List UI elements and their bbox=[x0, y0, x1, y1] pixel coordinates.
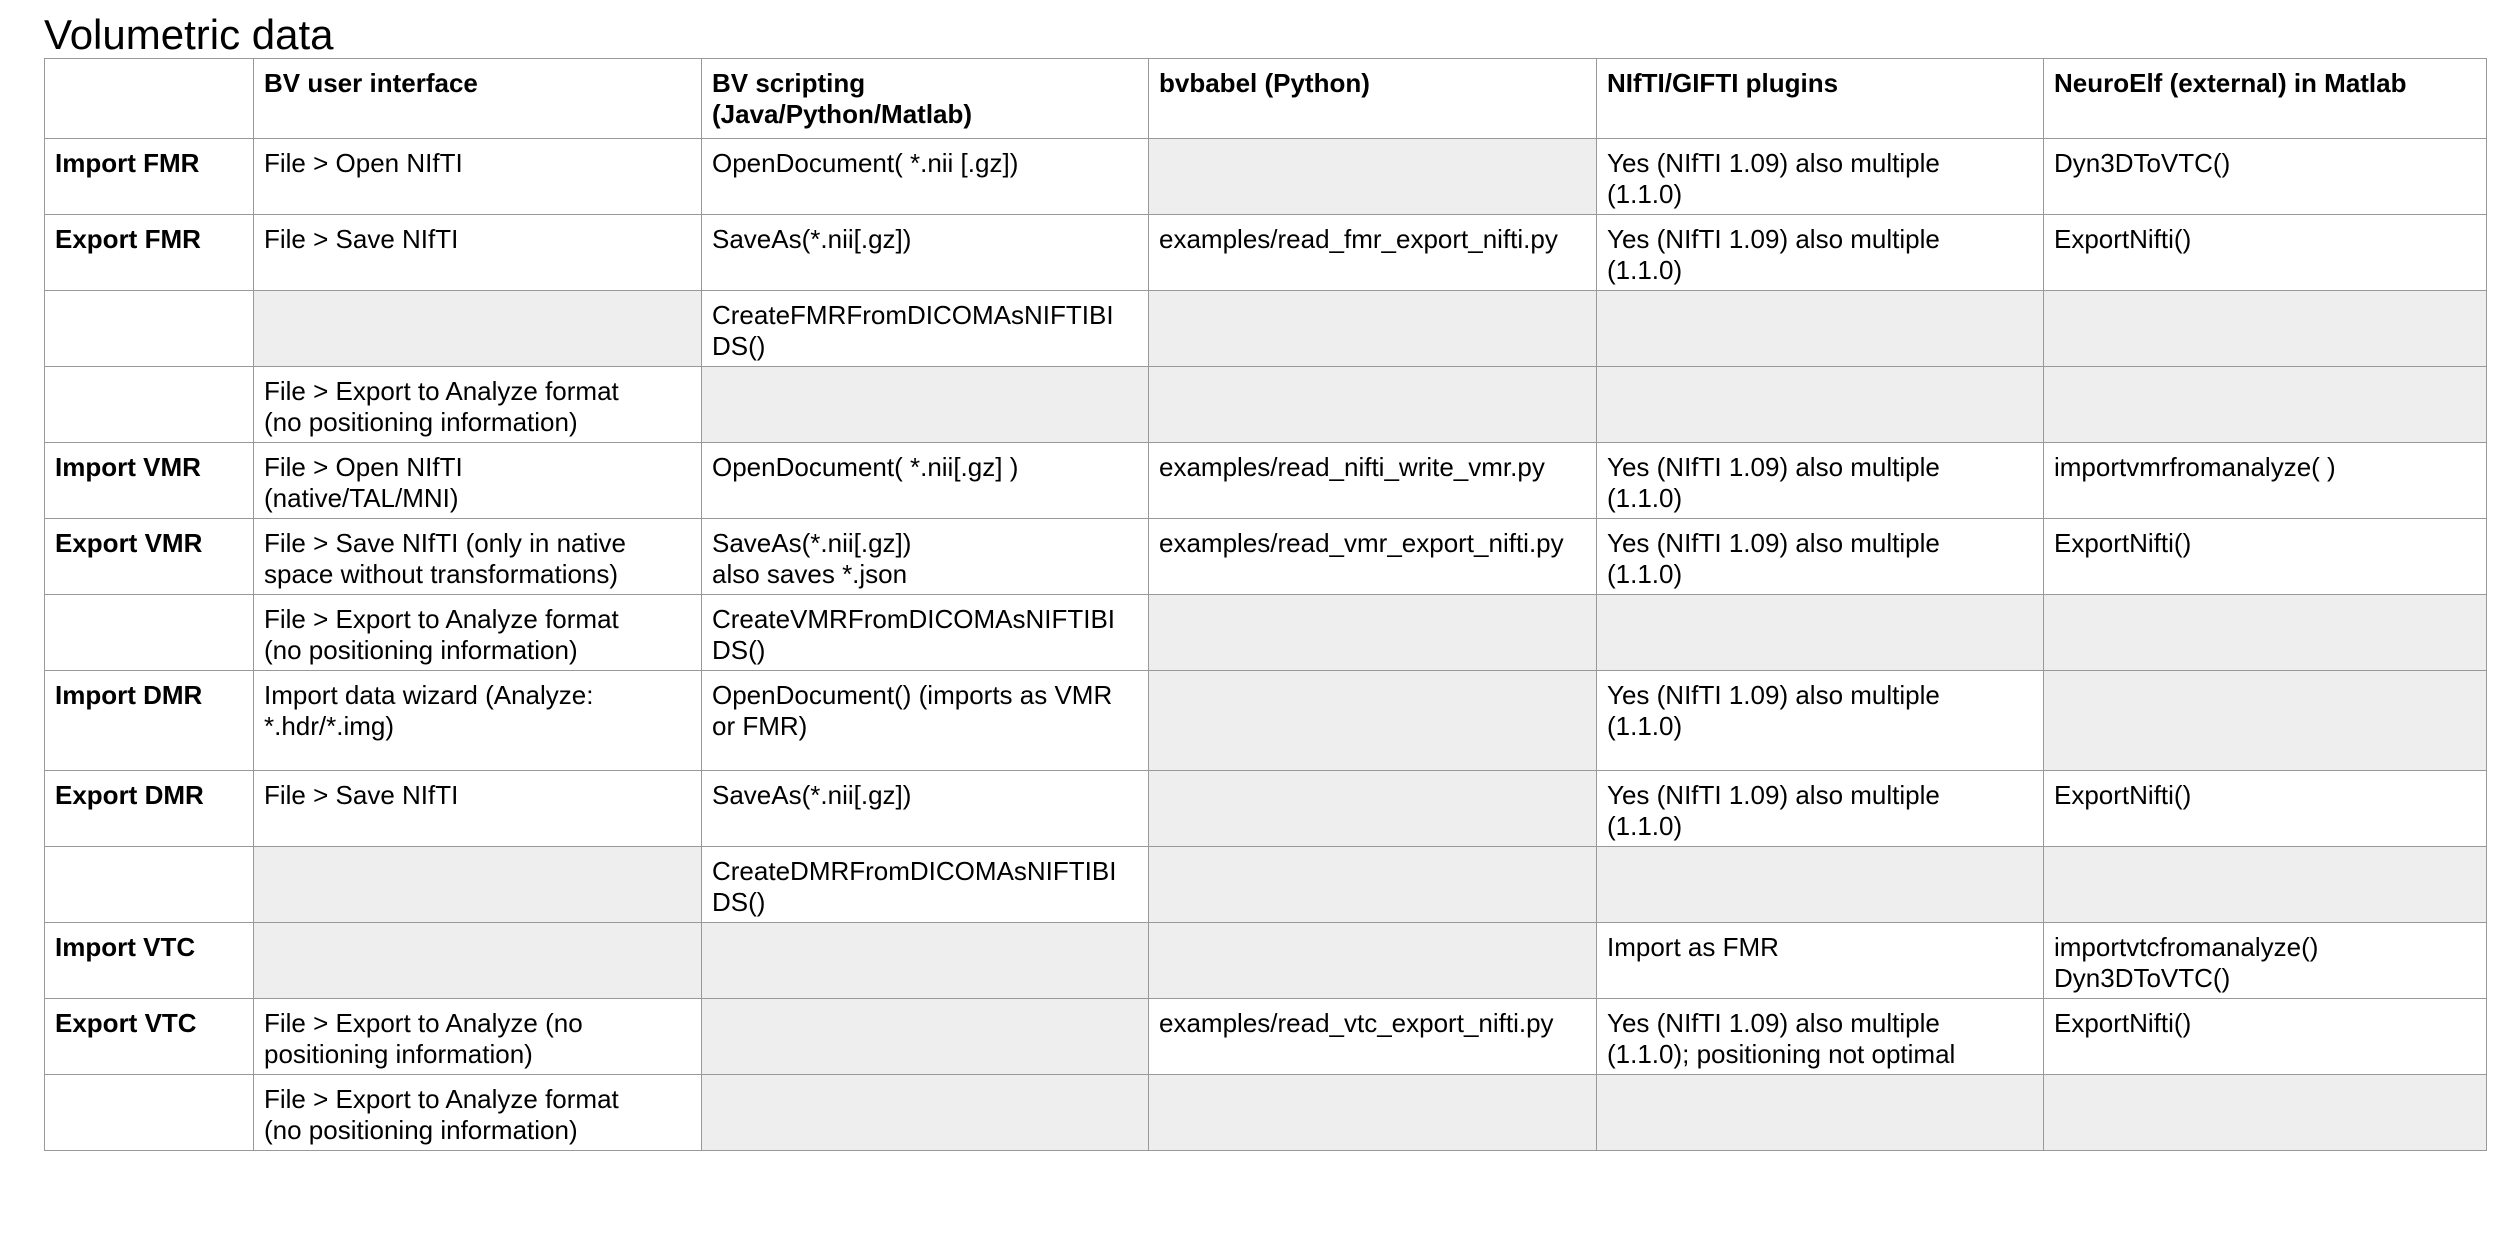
cell-text-line: (1.1.0) bbox=[1607, 559, 1683, 589]
row-label bbox=[45, 847, 254, 923]
header-row bbox=[45, 59, 2487, 139]
cell-text-line: DS() bbox=[712, 331, 766, 361]
row-label: Export VMR bbox=[45, 519, 254, 595]
cell-text-line: (no positioning information) bbox=[264, 1115, 578, 1145]
table-cell bbox=[1597, 215, 2044, 291]
table-cell bbox=[254, 671, 702, 771]
cell-text-line: (1.1.0) bbox=[1607, 711, 1683, 741]
cell-text-line: ExportNifti() bbox=[2054, 528, 2192, 558]
table-cell bbox=[702, 519, 1149, 595]
column-header bbox=[702, 59, 1149, 139]
cell-text-line: NeuroElf (external) in Matlab bbox=[2054, 68, 2407, 98]
table-cell bbox=[2044, 923, 2487, 999]
cell-text-line: BV user interface bbox=[264, 68, 478, 98]
column-header bbox=[254, 59, 702, 139]
cell-text-line: also saves *.json bbox=[712, 559, 908, 589]
cell-text-line: SaveAs(*.nii[.gz]) bbox=[712, 780, 912, 810]
volumetric-data-table bbox=[44, 58, 2487, 1151]
table-cell bbox=[254, 595, 702, 671]
cell-text-line: File > Save NIfTI bbox=[264, 780, 459, 810]
header-corner-cell bbox=[45, 59, 254, 139]
table-row bbox=[45, 771, 2487, 847]
cell-text-line: File > Save NIfTI bbox=[264, 224, 459, 254]
table-row bbox=[45, 999, 2487, 1075]
table-cell bbox=[1149, 443, 1597, 519]
column-header bbox=[1149, 59, 1597, 139]
empty-cell bbox=[1149, 139, 1597, 215]
row-label: Import VTC bbox=[45, 923, 254, 999]
cell-text-line: Dyn3DToVTC() bbox=[2054, 148, 2231, 178]
cell-text-line: CreateDMRFromDICOMAsNIFTIBI bbox=[712, 856, 1117, 886]
table-row bbox=[45, 1075, 2487, 1151]
empty-cell bbox=[1597, 367, 2044, 443]
table-row bbox=[45, 847, 2487, 923]
empty-cell bbox=[702, 999, 1149, 1075]
cell-text-line: DS() bbox=[712, 887, 766, 917]
row-label: Import VMR bbox=[45, 443, 254, 519]
cell-text-line: OpenDocument( *.nii [.gz]) bbox=[712, 148, 1019, 178]
empty-cell bbox=[1149, 671, 1597, 771]
cell-text-line: DS() bbox=[712, 635, 766, 665]
row-label: Export VTC bbox=[45, 999, 254, 1075]
table-cell bbox=[254, 1075, 702, 1151]
cell-text-line: Dyn3DToVTC() bbox=[2054, 963, 2231, 993]
cell-text-line: Yes (NIfTI 1.09) also multiple bbox=[1607, 780, 1940, 810]
table-cell bbox=[702, 671, 1149, 771]
cell-text-line: examples/read_nifti_write_vmr.py bbox=[1159, 452, 1545, 482]
cell-text-line: SaveAs(*.nii[.gz]) bbox=[712, 224, 912, 254]
table-cell bbox=[702, 443, 1149, 519]
table-cell bbox=[1149, 999, 1597, 1075]
cell-text-line: Yes (NIfTI 1.09) also multiple bbox=[1607, 148, 1940, 178]
cell-text-line: File > Export to Analyze format bbox=[264, 1084, 619, 1114]
cell-text-line: bvbabel (Python) bbox=[1159, 68, 1370, 98]
table-cell bbox=[254, 519, 702, 595]
empty-cell bbox=[2044, 847, 2487, 923]
cell-text-line: ExportNifti() bbox=[2054, 780, 2192, 810]
cell-text-line: (1.1.0) bbox=[1607, 179, 1683, 209]
table-cell bbox=[702, 847, 1149, 923]
table-cell bbox=[1149, 519, 1597, 595]
cell-text-line: (1.1.0) bbox=[1607, 255, 1683, 285]
cell-text-line: (1.1.0); positioning not optimal bbox=[1607, 1039, 1956, 1069]
empty-cell bbox=[2044, 1075, 2487, 1151]
cell-text-line: OpenDocument() (imports as VMR bbox=[712, 680, 1113, 710]
table-row bbox=[45, 139, 2487, 215]
table-cell bbox=[1597, 999, 2044, 1075]
table-cell bbox=[2044, 771, 2487, 847]
row-label: Export DMR bbox=[45, 771, 254, 847]
table-cell bbox=[702, 595, 1149, 671]
page-title: Volumetric data bbox=[44, 11, 334, 58]
row-label bbox=[45, 367, 254, 443]
table-cell bbox=[702, 291, 1149, 367]
cell-text-line: BV scripting bbox=[712, 68, 866, 98]
table-cell bbox=[1597, 771, 2044, 847]
cell-text-line: or FMR) bbox=[712, 711, 808, 741]
empty-cell bbox=[1597, 291, 2044, 367]
cell-text-line: ExportNifti() bbox=[2054, 224, 2192, 254]
cell-text-line: examples/read_fmr_export_nifti.py bbox=[1159, 224, 1558, 254]
empty-cell bbox=[1149, 1075, 1597, 1151]
table-cell bbox=[2044, 139, 2487, 215]
row-label bbox=[45, 291, 254, 367]
cell-text-line: File > Export to Analyze format bbox=[264, 376, 619, 406]
cell-text-line: Yes (NIfTI 1.09) also multiple bbox=[1607, 528, 1940, 558]
table-row bbox=[45, 291, 2487, 367]
empty-cell bbox=[1597, 1075, 2044, 1151]
table-cell bbox=[702, 139, 1149, 215]
cell-text-line: NIfTI/GIFTI plugins bbox=[1607, 68, 1839, 98]
empty-cell bbox=[2044, 367, 2487, 443]
cell-text-line: (1.1.0) bbox=[1607, 483, 1683, 513]
cell-text-line: File > Export to Analyze format bbox=[264, 604, 619, 634]
cell-text-line: Yes (NIfTI 1.09) also multiple bbox=[1607, 680, 1940, 710]
row-label bbox=[45, 1075, 254, 1151]
cell-text-line: positioning information) bbox=[264, 1039, 533, 1069]
table-cell bbox=[254, 443, 702, 519]
empty-cell bbox=[254, 291, 702, 367]
empty-cell bbox=[1149, 771, 1597, 847]
empty-cell bbox=[702, 1075, 1149, 1151]
cell-text-line: examples/read_vtc_export_nifti.py bbox=[1159, 1008, 1554, 1038]
cell-text-line: space without transformations) bbox=[264, 559, 619, 589]
cell-text-line: CreateVMRFromDICOMAsNIFTIBI bbox=[712, 604, 1116, 634]
empty-cell bbox=[2044, 671, 2487, 771]
table-row bbox=[45, 215, 2487, 291]
table-cell bbox=[2044, 519, 2487, 595]
cell-text-line: (Java/Python/Matlab) bbox=[712, 99, 973, 129]
table-cell bbox=[702, 215, 1149, 291]
cell-text-line: importvtcfromanalyze() bbox=[2054, 932, 2319, 962]
cell-text-line: (native/TAL/MNI) bbox=[264, 483, 459, 513]
cell-text-line: ExportNifti() bbox=[2054, 1008, 2192, 1038]
cell-text-line: (no positioning information) bbox=[264, 635, 578, 665]
empty-cell bbox=[1597, 595, 2044, 671]
table-row bbox=[45, 595, 2487, 671]
empty-cell bbox=[1597, 847, 2044, 923]
row-label: Export FMR bbox=[45, 215, 254, 291]
empty-cell bbox=[1149, 923, 1597, 999]
table-cell bbox=[1597, 923, 2044, 999]
empty-cell bbox=[2044, 291, 2487, 367]
row-label bbox=[45, 595, 254, 671]
cell-text-line: Yes (NIfTI 1.09) also multiple bbox=[1607, 1008, 1940, 1038]
cell-text-line: File > Open NIfTI bbox=[264, 452, 463, 482]
cell-text-line: (1.1.0) bbox=[1607, 811, 1683, 841]
cell-text-line: Import as FMR bbox=[1607, 932, 1779, 962]
row-label: Import FMR bbox=[45, 139, 254, 215]
cell-text-line: importvmrfromanalyze( ) bbox=[2054, 452, 2336, 482]
empty-cell bbox=[1149, 367, 1597, 443]
table-cell bbox=[1597, 519, 2044, 595]
empty-cell bbox=[1149, 595, 1597, 671]
table-row bbox=[45, 519, 2487, 595]
cell-text-line: Import data wizard (Analyze: bbox=[264, 680, 594, 710]
cell-text-line: File > Export to Analyze (no bbox=[264, 1008, 583, 1038]
cell-text-line: Yes (NIfTI 1.09) also multiple bbox=[1607, 452, 1940, 482]
cell-text-line: SaveAs(*.nii[.gz]) bbox=[712, 528, 912, 558]
table-cell bbox=[2044, 443, 2487, 519]
table-cell bbox=[1597, 671, 2044, 771]
empty-cell bbox=[254, 923, 702, 999]
cell-text-line: Yes (NIfTI 1.09) also multiple bbox=[1607, 224, 1940, 254]
column-header bbox=[2044, 59, 2487, 139]
table-row bbox=[45, 443, 2487, 519]
cell-text-line: OpenDocument( *.nii[.gz] ) bbox=[712, 452, 1019, 482]
cell-text-line: (no positioning information) bbox=[264, 407, 578, 437]
row-label: Import DMR bbox=[45, 671, 254, 771]
empty-cell bbox=[1149, 847, 1597, 923]
table-cell bbox=[2044, 215, 2487, 291]
cell-text-line: examples/read_vmr_export_nifti.py bbox=[1159, 528, 1564, 558]
column-header bbox=[1597, 59, 2044, 139]
empty-cell bbox=[2044, 595, 2487, 671]
cell-text-line: File > Save NIfTI (only in native bbox=[264, 528, 626, 558]
cell-text-line: File > Open NIfTI bbox=[264, 148, 463, 178]
table-cell bbox=[1597, 443, 2044, 519]
table-cell bbox=[254, 139, 702, 215]
table-row bbox=[45, 923, 2487, 999]
empty-cell bbox=[702, 367, 1149, 443]
empty-cell bbox=[1149, 291, 1597, 367]
table-cell bbox=[2044, 999, 2487, 1075]
table-row bbox=[45, 671, 2487, 771]
table-cell bbox=[254, 367, 702, 443]
table-cell bbox=[1149, 215, 1597, 291]
table-row bbox=[45, 367, 2487, 443]
table-cell bbox=[254, 771, 702, 847]
empty-cell bbox=[702, 923, 1149, 999]
cell-text-line: *.hdr/*.img) bbox=[264, 711, 395, 741]
table-cell bbox=[1597, 139, 2044, 215]
cell-text-line: CreateFMRFromDICOMAsNIFTIBI bbox=[712, 300, 1114, 330]
empty-cell bbox=[254, 847, 702, 923]
table-cell bbox=[702, 771, 1149, 847]
table-cell bbox=[254, 215, 702, 291]
table-cell bbox=[254, 999, 702, 1075]
